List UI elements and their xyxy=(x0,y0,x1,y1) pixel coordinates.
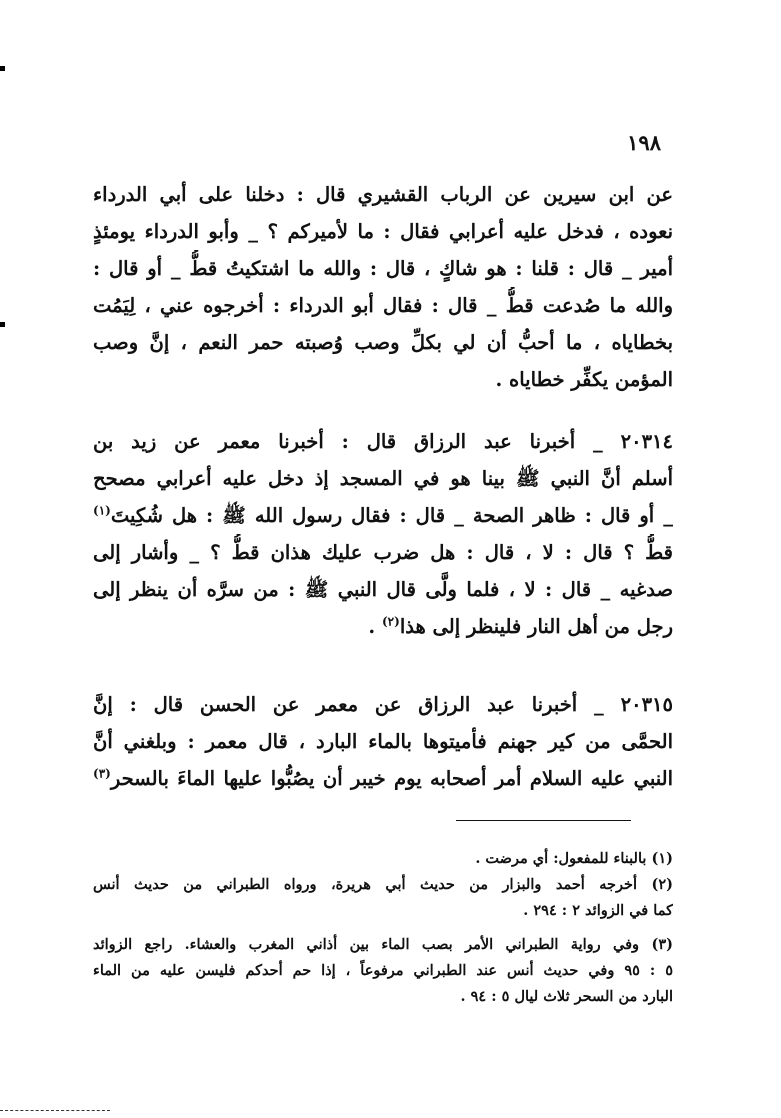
text-line: أسلم أنَّ النبي ﷺ بينا هو في المسجد إذ دخل عليه أعرابي مصحح xyxy=(93,467,673,490)
footnotes xyxy=(93,846,673,1010)
text-line: بخطاياه ، ما أحبُّ أن لي بكلِّ وصب وُصبته حمر النعم ، إنَّ وصب xyxy=(93,331,673,354)
text-line xyxy=(93,497,673,534)
hadith-20315 xyxy=(93,686,673,797)
hadith-paragraph-continued xyxy=(93,176,673,398)
scan-edge-mark xyxy=(0,66,5,71)
text-line xyxy=(93,608,673,645)
page-number: ١٩٨ xyxy=(627,130,661,155)
footnote-line: كما في الزوائد ٢ : ٢٩٤ . xyxy=(523,902,673,919)
text-line-end: . xyxy=(368,615,382,638)
footnote-marker: (١) xyxy=(93,503,111,518)
footnote-line: ٥ : ٩٥ وفي حديث أنس عند الطبراني مرفوعاً ، إذا حم أحدكم فليسن عليه من الماء xyxy=(93,962,673,979)
scan-edge-mark xyxy=(0,322,5,327)
footnote-line: البارد من السحر ثلاث ليال ٥ : ٩٤ . xyxy=(460,988,673,1005)
footnote-marker: (٢) xyxy=(381,614,400,629)
text-line-content: النبي عليه السلام أمر أصحابه يوم خيبر أن يصُبُّوا عليها الماءَ بالسحر xyxy=(110,767,673,790)
text-line: عن ابن سيرين عن الرباب القشيري قال : دخلنا على أبي الدرداء xyxy=(93,183,673,206)
text-line: الحمَّى من كير جهنم فأميتوها بالماء البارد ، قال معمر : وبلغني أنَّ xyxy=(93,730,673,753)
text-line-content: رجل من أهل النار فلينظر إلى هذا xyxy=(399,615,673,638)
scan-bottom-edge xyxy=(0,1110,110,1111)
text-line: أمير _ قال : قلنا : هو شاكٍ ، قال : والله ما اشتكيتُ قطُّ _ أو قال : xyxy=(93,257,673,280)
text-line: نعوده ، فدخل عليه أعرابي فقال : ما لأميركم ؟ _ وأبو الدرداء يومئذٍ xyxy=(93,220,673,243)
text-line: والله ما صُدعت قطُّ _ قال : فقال أبو الدرداء : أخرجوه عني ، لِيَمُت xyxy=(93,294,673,317)
text-line: المؤمن يكفِّر خطاياه . xyxy=(495,368,673,391)
footnote-line: (١) بالبناء للمفعول: أي مرضت . xyxy=(475,850,673,867)
text-line: قطُّ ؟ قال : لا ، قال : هل ضرب عليك هذان قطُّ ؟ _ وأشار إلى xyxy=(93,541,673,564)
text-line: ٢٠٣١٤ _ أخبرنا عبد الرزاق قال : أخبرنا معمر عن زيد بن xyxy=(93,430,673,453)
text-line-content: _ أو قال : ظاهر الصحة _ قال : فقال رسول الله ﷺ : هل شُكِيتَ xyxy=(110,504,673,527)
footnote-line: (٢) أخرجه أحمد والبزار من حديث أبي هريرة، ورواه الطبراني من حديث أنس xyxy=(93,876,673,893)
text-line: ٢٠٣١٥ _ أخبرنا عبد الرزاق عن معمر عن الحسن قال : إنَّ xyxy=(93,693,673,716)
text-line xyxy=(93,760,673,797)
hadith-20314 xyxy=(93,423,673,645)
footnote-line: (٣) وفي رواية الطبراني الأمر بصب الماء بين أذاني المغرب والعشاء. راجع الزوائد xyxy=(93,936,673,953)
footnote-divider xyxy=(456,820,631,821)
text-line: صدغيه _ قال : لا ، فلما ولَّى قال النبي ﷺ : من سرَّه أن ينظر إلى xyxy=(93,578,673,601)
footnote-marker: (٣) xyxy=(93,766,111,781)
